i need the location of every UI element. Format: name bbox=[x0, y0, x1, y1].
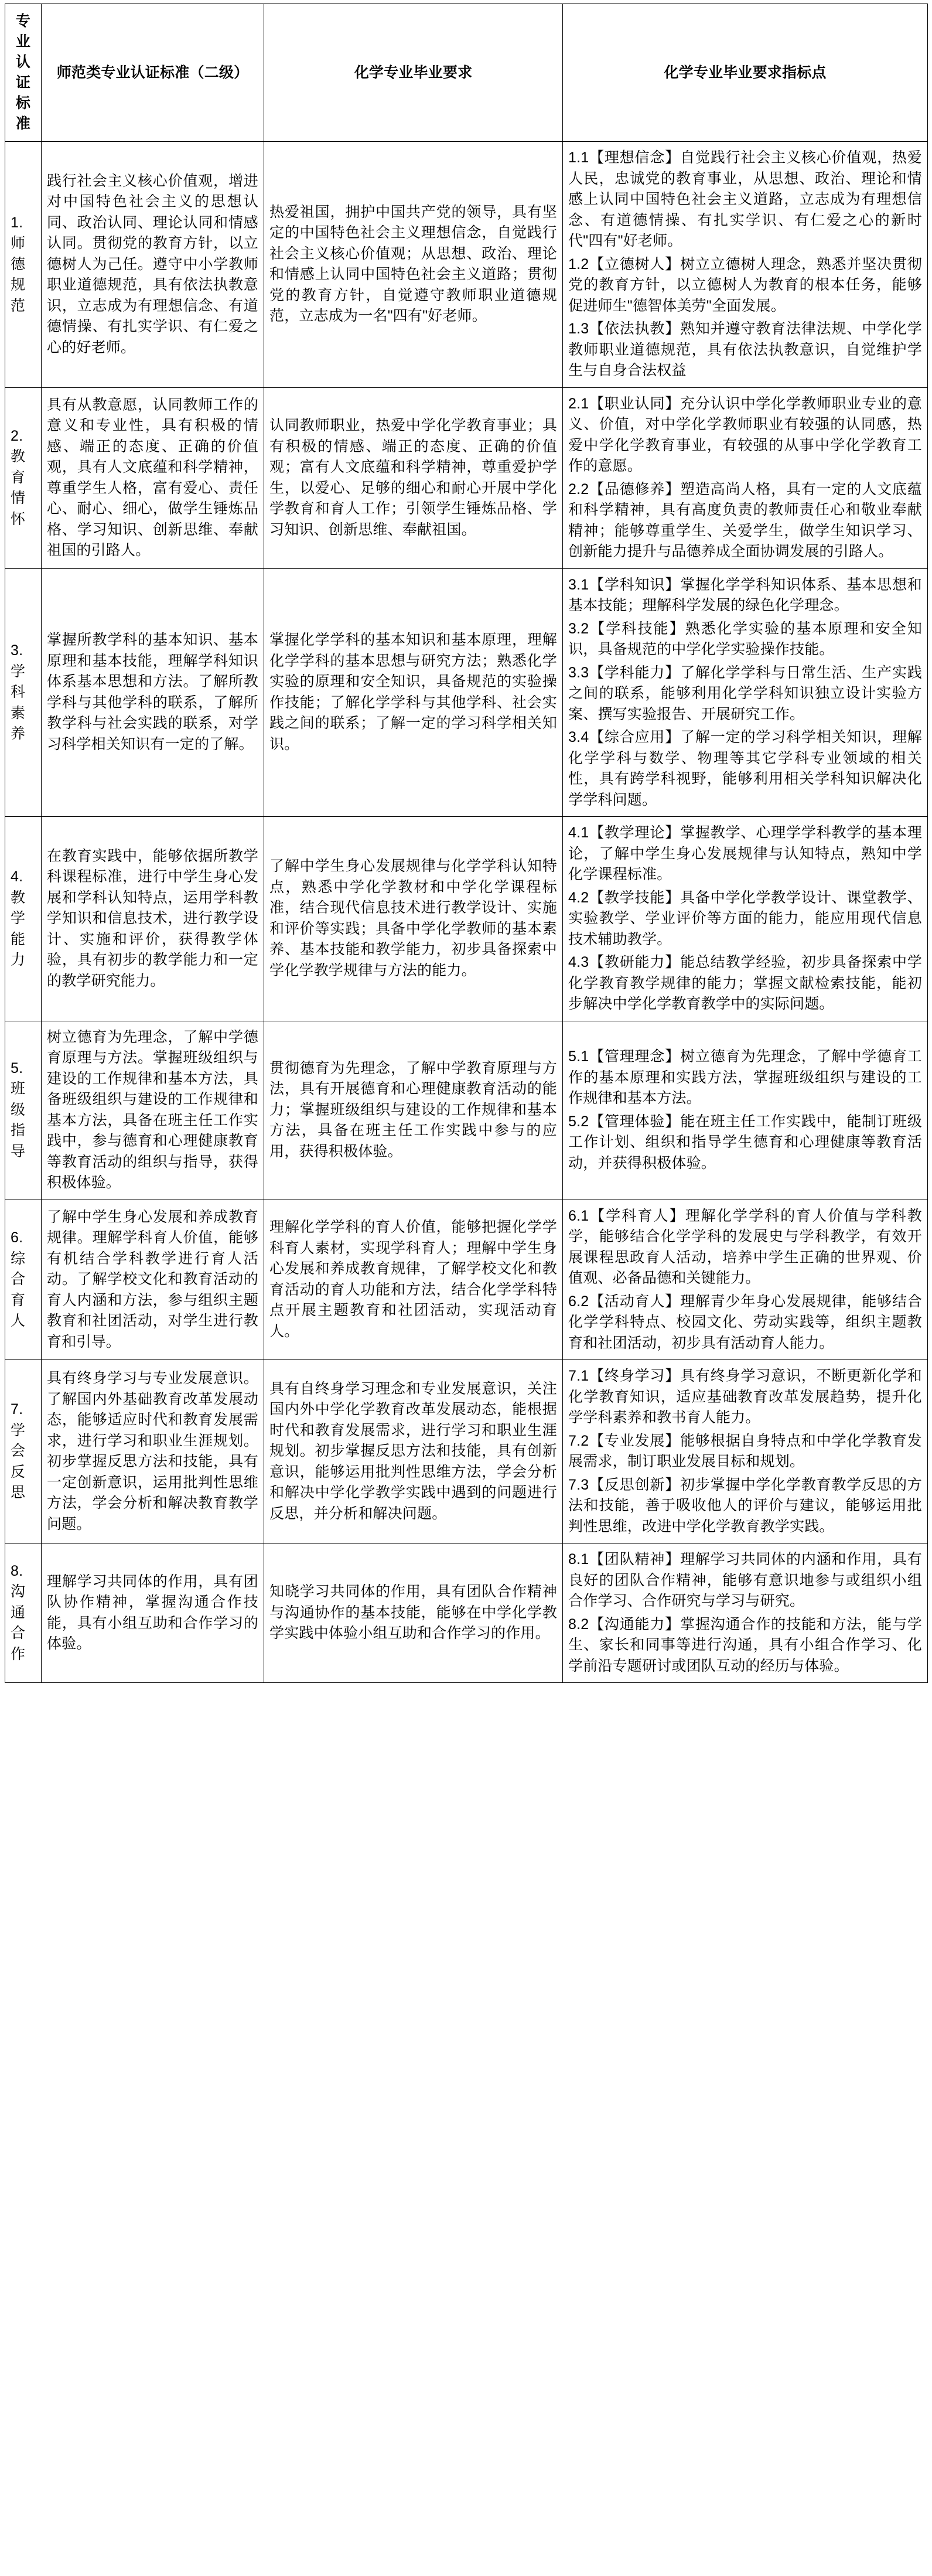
indicator-point: 3.2【学科技能】熟悉化学实验的基本原理和安全知识，具备规范的中学化学实验操作技能。 bbox=[568, 620, 922, 657]
cell-indicators bbox=[563, 142, 928, 388]
indicator-point: 2.2【品德修养】塑造高尚人格，具有一定的人文底蕴和科学精神，具有高度负责的教师责任心和敬业奉献精神；能够尊重学生、关爱学生，做学生知识学习、创新能力提升与品德养成全面协调发展的引路人。 bbox=[568, 481, 922, 560]
cell-standard: 2. 教育情怀 bbox=[5, 387, 42, 568]
header-norm-standard: 师范类专业认证标准（二级） bbox=[42, 4, 264, 142]
indicator-point: 4.1【教学理论】掌握教学、心理学学科教学的基本理论，了解中学生身心发展规律与认知特点，熟知中学化学课程标准。 bbox=[568, 824, 922, 882]
header-standard: 专业认证标准 bbox=[5, 4, 42, 142]
indicator-point: 7.1【终身学习】具有终身学习意识，不断更新化学和化学教育知识，适应基础教育改革发展趋势，提升化学学科素养和教书育人能力。 bbox=[568, 1368, 922, 1426]
cell-norm: 具有从教意愿，认同教师工作的意义和专业性，具有积极的情感、端正的态度、正确的价值观，具有人文底蕴和科学精神，尊重学生人格，富有爱心、责任心、耐心、细心，做学生锤炼品格、学习知识、创新思维、奉献祖国的引路人。 bbox=[42, 387, 264, 568]
cell-requirement: 掌握化学学科的基本知识和基本原理，理解化学学科的基本思想与研究方法；熟悉化学实验的原理和安全知识，具备规范的实验操作技能；了解化学学科与其他学科、社会实践之间的联系；了解一定的学习科学相关知识。 bbox=[264, 568, 563, 817]
table-row bbox=[5, 1360, 928, 1543]
table-header-row bbox=[5, 4, 928, 142]
cell-requirement: 具有自终身学习理念和专业发展意识，关注国内外中学化学教育改革发展动态，能根据时代和教育发展需求，进行学习和职业生涯规划。初步掌握反思方法和技能，具有创新意识，能够运用批判性思维方法，学会分析和解决中学化学教学实践中遇到的问题进行反思，并分析和解决问题。 bbox=[264, 1360, 563, 1543]
indicator-point: 1.2【立德树人】树立立德树人理念，熟悉并坚决贯彻党的教育方针，以立德树人为教育的根本任务，能够促进师生"德智体美劳"全面发展。 bbox=[568, 255, 922, 314]
indicator-point: 3.1【学科知识】掌握化学学科知识体系、基本思想和基本技能；理解科学发展的绿色化学理念。 bbox=[568, 576, 922, 614]
indicator-point: 4.3【教研能力】能总结教学经验，初步具备探索中学化学教育教学规律的能力；掌握文献检索技能，能初步解决中学化学教育教学中的实际问题。 bbox=[568, 954, 922, 1012]
indicator-point: 1.1【理想信念】自觉践行社会主义核心价值观，热爱人民，忠诚党的教育事业，从思想、政治、理论和情感上认同中国特色社会主义道路，立志成为有理想信念、有道德情操、有扎实学识、有仁爱之心的新时代"四有"好老师。 bbox=[568, 149, 922, 249]
table-row bbox=[5, 142, 928, 388]
cell-requirement: 了解中学生身心发展规律与化学学科认知特点，熟悉中学化学教材和中学化学课程标准，结合现代信息技术进行教学设计、实施和评价等实践；具备中学化学教师的基本素养、基本技能和教学能力，初步具备探索中学化学教学规律与方法的能力。 bbox=[264, 817, 563, 1021]
cell-standard: 1. 师德规范 bbox=[5, 142, 42, 388]
cell-indicators bbox=[563, 1543, 928, 1683]
cell-indicators bbox=[563, 387, 928, 568]
cell-requirement: 贯彻德育为先理念，了解中学教育原理与方法，具有开展德育和心理健康教育活动的能力；掌握班级组织与建设的工作规律和基本方法，具备在班主任工作实践中参与的应用，获得积极体验。 bbox=[264, 1021, 563, 1200]
indicator-point: 4.2【教学技能】具备中学化学教学设计、课堂教学、实验教学、学业评价等方面的能力，能应用现代信息技术辅助教学。 bbox=[568, 889, 922, 948]
table-row bbox=[5, 1200, 928, 1360]
cell-norm: 践行社会主义核心价值观，增进对中国特色社会主义的思想认同、政治认同、理论认同和情感认同。贯彻党的教育方针，以立德树人为己任。遵守中小学教师职业道德规范，具有依法执教意识，立志成为有理想信念、有道德情操、有扎实学识、有仁爱之心的好老师。 bbox=[42, 142, 264, 388]
cell-indicators bbox=[563, 817, 928, 1021]
indicator-point: 7.3【反思创新】初步掌握中学化学教育教学反思的方法和技能，善于吸收他人的评价与建议，能够运用批判性思维，改进中学化学教育教学实践。 bbox=[568, 1476, 922, 1535]
cell-norm: 了解中学生身心发展和养成教育规律。理解学科育人价值，能够有机结合学科教学进行育人活动。了解学校文化和教育活动的育人内涵和方法，参与组织主题教育和社团活动，对学生进行教育和引导。 bbox=[42, 1200, 264, 1360]
cell-norm: 在教育实践中，能够依据所教学科课程标准，进行中学生身心发展和学科认知特点，运用学科教学知识和信息技术，进行教学设计、实施和评价，获得教学体验，具有初步的教学能力和一定的教学研究能力。 bbox=[42, 817, 264, 1021]
indicator-point: 7.2【专业发展】能够根据自身特点和中学化学教育发展需求，制订职业发展目标和规划。 bbox=[568, 1432, 922, 1470]
cell-indicators bbox=[563, 568, 928, 817]
table-body bbox=[5, 142, 928, 1683]
table-row bbox=[5, 817, 928, 1021]
cell-requirement: 认同教师职业，热爱中学化学教育事业；具有积极的情感、端正的态度、正确的价值观；富有人文底蕴和科学精神，尊重爱护学生，以爱心、足够的细心和耐心开展中学化学教育和育人工作；引领学生锤炼品格、学习知识、创新思维、奉献祖国。 bbox=[264, 387, 563, 568]
indicator-point: 8.1【团队精神】理解学习共同体的内涵和作用，具有良好的团队合作精神，能够有意识地参与或组织小组合作学习、合作研究与学习与研究。 bbox=[568, 1551, 922, 1609]
cell-norm: 理解学习共同体的作用，具有团队协作精神，掌握沟通合作技能，具有小组互助和合作学习的体验。 bbox=[42, 1543, 264, 1683]
cell-standard: 8. 沟通合作 bbox=[5, 1543, 42, 1683]
indicator-point: 3.3【学科能力】了解化学学科与日常生活、生产实践之间的联系，能够利用化学学科知识独立设计实验方案、撰写实验报告、开展研究工作。 bbox=[568, 664, 922, 723]
cell-indicators bbox=[563, 1021, 928, 1200]
cell-standard: 5. 班级指导 bbox=[5, 1021, 42, 1200]
indicator-point: 6.1【学科育人】理解化学学科的育人价值与学科教学，能够结合化学学科的发展史与学科教学，有效开展课程思政育人活动，培养中学生正确的世界观、价值观、必备品德和关键能力。 bbox=[568, 1207, 922, 1286]
cell-indicators bbox=[563, 1360, 928, 1543]
cell-standard: 3. 学科素养 bbox=[5, 568, 42, 817]
indicator-point: 6.2【活动育人】理解青少年身心发展规律，能够结合化学学科特点、校园文化、劳动实践等，组织主题教育和社团活动，初步具有活动育人能力。 bbox=[568, 1293, 922, 1351]
header-requirement-indicators: 化学专业毕业要求指标点 bbox=[563, 4, 928, 142]
indicator-point: 5.2【管理体验】能在班主任工作实践中，能制订班级工作计划、组织和指导学生德育和心理健康等教育活动，并获得积极体验。 bbox=[568, 1113, 922, 1171]
indicator-point: 8.2【沟通能力】掌握沟通合作的技能和方法，能与学生、家长和同事等进行沟通，具有小组合作学习、化学前沿专题研讨或团队互动的经历与体验。 bbox=[568, 1616, 922, 1674]
table-row bbox=[5, 387, 928, 568]
cell-standard: 6. 综合育人 bbox=[5, 1200, 42, 1360]
table-row bbox=[5, 568, 928, 817]
cell-norm: 具有终身学习与专业发展意识。了解国内外基础教育改革发展动态，能够适应时代和教育发展需求，进行学习和职业生涯规划。初步掌握反思方法和技能，具有一定创新意识，运用批判性思维方法，学会分析和解决教育教学问题。 bbox=[42, 1360, 264, 1543]
cell-standard: 4. 教学能力 bbox=[5, 817, 42, 1021]
indicator-point: 5.1【管理理念】树立德育为先理念，了解中学德育工作的基本原理和实践方法，掌握班级组织与建设的工作规律和基本方法。 bbox=[568, 1048, 922, 1106]
indicator-point: 3.4【综合应用】了解一定的学习科学相关知识，理解化学学科与数学、物理等其它学科专业领域的相关性，具有跨学科视野，能够利用相关学科知识解决化学学科问题。 bbox=[568, 729, 922, 808]
cell-indicators bbox=[563, 1200, 928, 1360]
cell-norm: 掌握所教学科的基本知识、基本原理和基本技能，理解学科知识体系基本思想和方法。了解所教学科与其他学科的联系，了解所教学科与社会实践的联系，对学习科学相关知识有一定的了解。 bbox=[42, 568, 264, 817]
table-row bbox=[5, 1543, 928, 1683]
cell-standard: 7. 学会反思 bbox=[5, 1360, 42, 1543]
indicator-point: 1.3【依法执教】熟知并遵守教育法律法规、中学化学教师职业道德规范，具有依法执教意识，自觉维护学生与自身合法权益 bbox=[568, 321, 922, 379]
cell-norm: 树立德育为先理念，了解中学德育原理与方法。掌握班级组织与建设的工作规律和基本方法，具备班级组织与建设的工作规律和基本方法，具备在班主任工作实践中，参与德育和心理健康教育等教育活动的组织与指导，获得积极体验。 bbox=[42, 1021, 264, 1200]
cell-requirement: 知晓学习共同体的作用，具有团队合作精神与沟通协作的基本技能，能够在中学化学教学实践中体验小组互助和合作学习的作用。 bbox=[264, 1543, 563, 1683]
cell-requirement: 热爱祖国，拥护中国共产党的领导，具有坚定的中国特色社会主义理想信念，自觉践行社会主义核心价值观；从思想、政治、理论和情感上认同中国特色社会主义道路；贯彻党的教育方针，自觉遵守教师职业道德规范，立志成为一名"四有"好老师。 bbox=[264, 142, 563, 388]
graduation-requirements-table bbox=[5, 4, 928, 1683]
indicator-point: 2.1【职业认同】充分认识中学化学教师职业专业的意义、价值，对中学化学教师职业有较强的认同感，热爱中学化学教育事业，有较强的从事中学化学教育工作的意愿。 bbox=[568, 395, 922, 474]
cell-requirement: 理解化学学科的育人价值，能够把握化学学科育人素材，实现学科育人；理解中学生身心发展和养成教育规律，了解学校文化和教育活动的育人功能和方法，结合化学学科特点开展主题教育和社团活动，实现活动育人。 bbox=[264, 1200, 563, 1360]
header-graduation-requirement: 化学专业毕业要求 bbox=[264, 4, 563, 142]
table-row bbox=[5, 1021, 928, 1200]
